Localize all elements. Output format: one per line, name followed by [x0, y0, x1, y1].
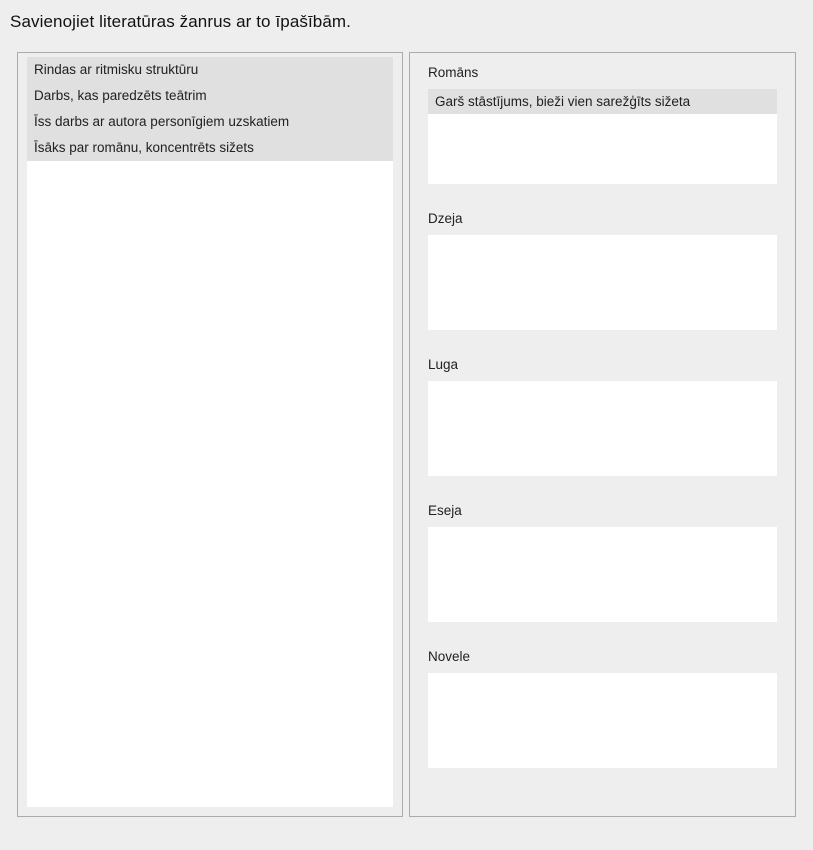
zone-label-dzeja: Dzeja — [428, 211, 463, 226]
zone-label-luga: Luga — [428, 357, 459, 372]
matching-exercise — [17, 52, 796, 817]
drop-zone-novele[interactable] — [428, 673, 777, 768]
zone-label-eseja: Eseja — [428, 503, 462, 518]
target-zone-luga — [428, 357, 777, 476]
draggable-item-rindas[interactable]: Rindas ar ritmisku struktūru — [27, 57, 393, 83]
zone-label-romans: Romāns — [428, 65, 479, 80]
targets-panel — [409, 52, 796, 817]
drop-zone-luga[interactable] — [428, 381, 777, 476]
placed-item-gars-stastijums[interactable]: Garš stāstījums, bieži vien sarežģīts sižeta — [428, 89, 777, 114]
zone-label-novele: Novele — [428, 649, 471, 664]
target-zone-novele — [428, 649, 777, 768]
page-title: Savienojiet literatūras žanrus ar to īpašībām. — [10, 12, 351, 31]
drop-zone-dzeja[interactable] — [428, 235, 777, 330]
draggable-item-isaks[interactable]: Īsāks par romānu, koncentrēts sižets — [27, 135, 393, 161]
drop-zone-eseja[interactable] — [428, 527, 777, 622]
source-list — [27, 57, 393, 807]
draggable-item-darbs[interactable]: Darbs, kas paredzēts teātrim — [27, 83, 393, 109]
target-zone-romans — [428, 65, 777, 184]
drop-zone-romans[interactable] — [428, 89, 777, 184]
target-zone-dzeja — [428, 211, 777, 330]
source-panel — [17, 52, 403, 817]
draggable-item-iss-darbs[interactable]: Īss darbs ar autora personīgiem uzskatiem — [27, 109, 393, 135]
target-zone-eseja — [428, 503, 777, 622]
